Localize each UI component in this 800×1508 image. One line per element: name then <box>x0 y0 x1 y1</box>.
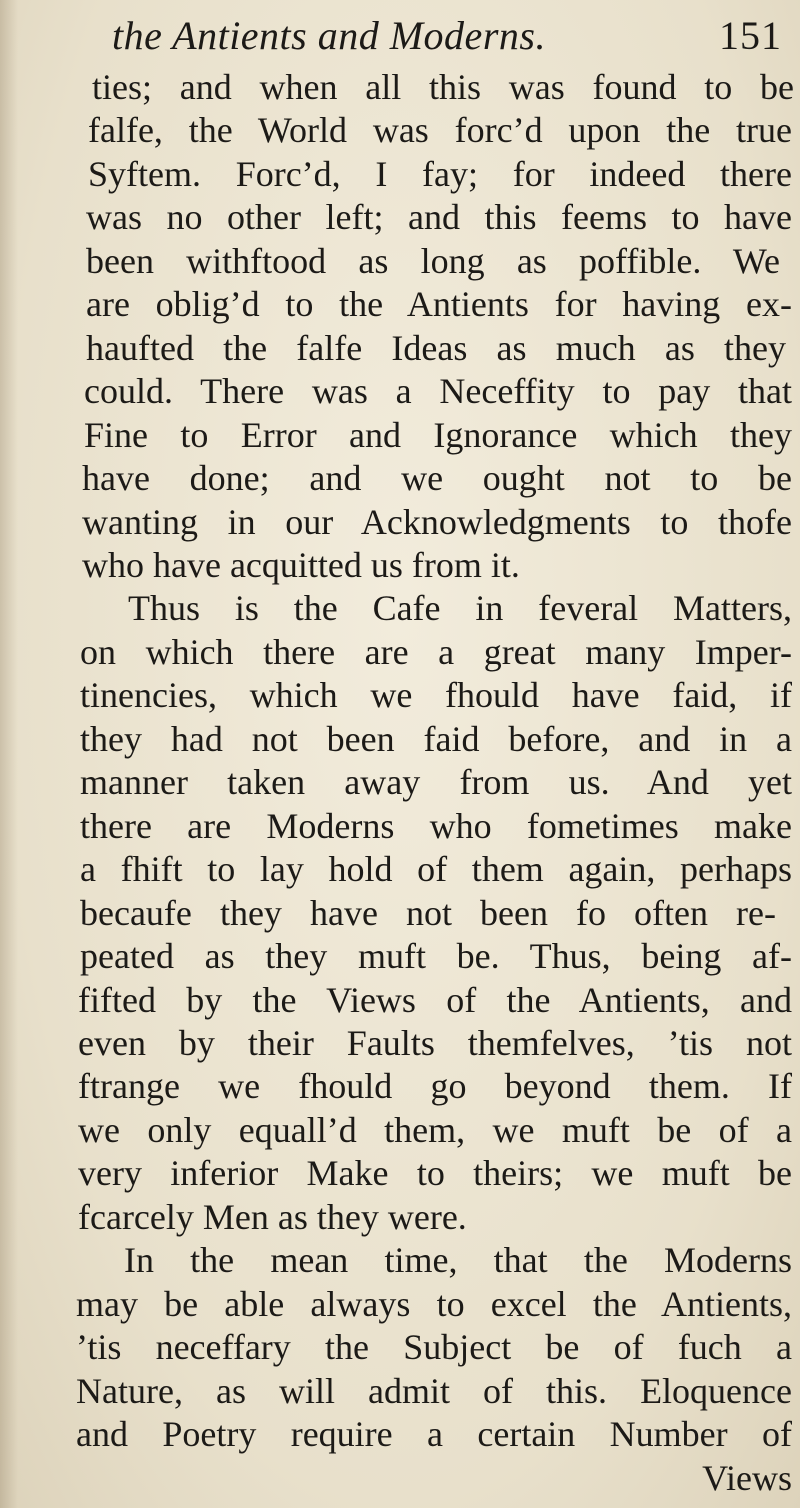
text-line: becaufe they have not been fo often re- <box>80 892 776 933</box>
text-line: Syftem. Forc’d, I fay; for indeed there <box>88 153 792 194</box>
text-line: haufted the falfe Ideas as much as they <box>86 327 786 368</box>
running-head-title: the Antients and Moderns. <box>112 13 546 58</box>
text-line: even by their Faults themfelves, ’tis not <box>78 1023 792 1063</box>
page-number: 151 <box>719 13 782 58</box>
text-line: Fine to Error and Ignorance which they <box>84 414 792 455</box>
text-line: fcarcely Men as they were. <box>78 1196 467 1237</box>
text-line: on which there are a great many Imper- <box>80 631 792 672</box>
text-line: fifted by the Views of the Antients, and <box>78 979 792 1020</box>
text-line: could. There was a Neceffity to pay that <box>84 371 792 412</box>
text-line: been withftood as long as poffible. We <box>86 240 780 281</box>
text-line: very inferior Make to theirs; we muft be <box>78 1153 792 1194</box>
text-line: tinencies, which we fhould have faid, if <box>80 675 792 716</box>
paragraph-first-line: In the mean time, that the Moderns <box>124 1240 792 1281</box>
text-line: they had not been faid before, and in a <box>80 718 792 759</box>
text-line: have done; and we ought not to be <box>82 458 792 499</box>
catchword: Views <box>702 1457 792 1498</box>
text-line: ties; and when all this was found to be <box>92 67 794 107</box>
text-line: manner taken away from us. And yet <box>80 762 792 803</box>
text-line: wanting in our Acknowledgments to thofe <box>82 501 792 542</box>
text-line: there are Moderns who fometimes make <box>80 805 792 846</box>
text-line: falfe, the World was forc’d upon the true <box>88 110 792 151</box>
text-line: Nature, as will admit of this. Eloquence <box>76 1370 792 1411</box>
text-line: may be able always to excel the Antients, <box>76 1283 792 1324</box>
text-line: was no other left; and this feems to have <box>86 197 792 238</box>
text-line: and Poetry require a certain Number of <box>76 1414 792 1455</box>
text-line: who have acquitted us from it. <box>82 545 520 585</box>
text-line: ftrange we fhould go beyond them. If <box>78 1066 792 1107</box>
text-line: ’tis neceffary the Subject be of fuch a <box>76 1327 792 1368</box>
text-line: are oblig’d to the Antients for having ex- <box>86 284 792 325</box>
paragraph-first-line: Thus is the Cafe in feveral Matters, <box>128 588 792 629</box>
text-line: peated as they muft be. Thus, being af- <box>80 936 792 977</box>
text-line: we only equall’d them, we muft be of a <box>78 1109 792 1150</box>
text-line: a fhift to lay hold of them again, perhaps <box>80 849 792 890</box>
